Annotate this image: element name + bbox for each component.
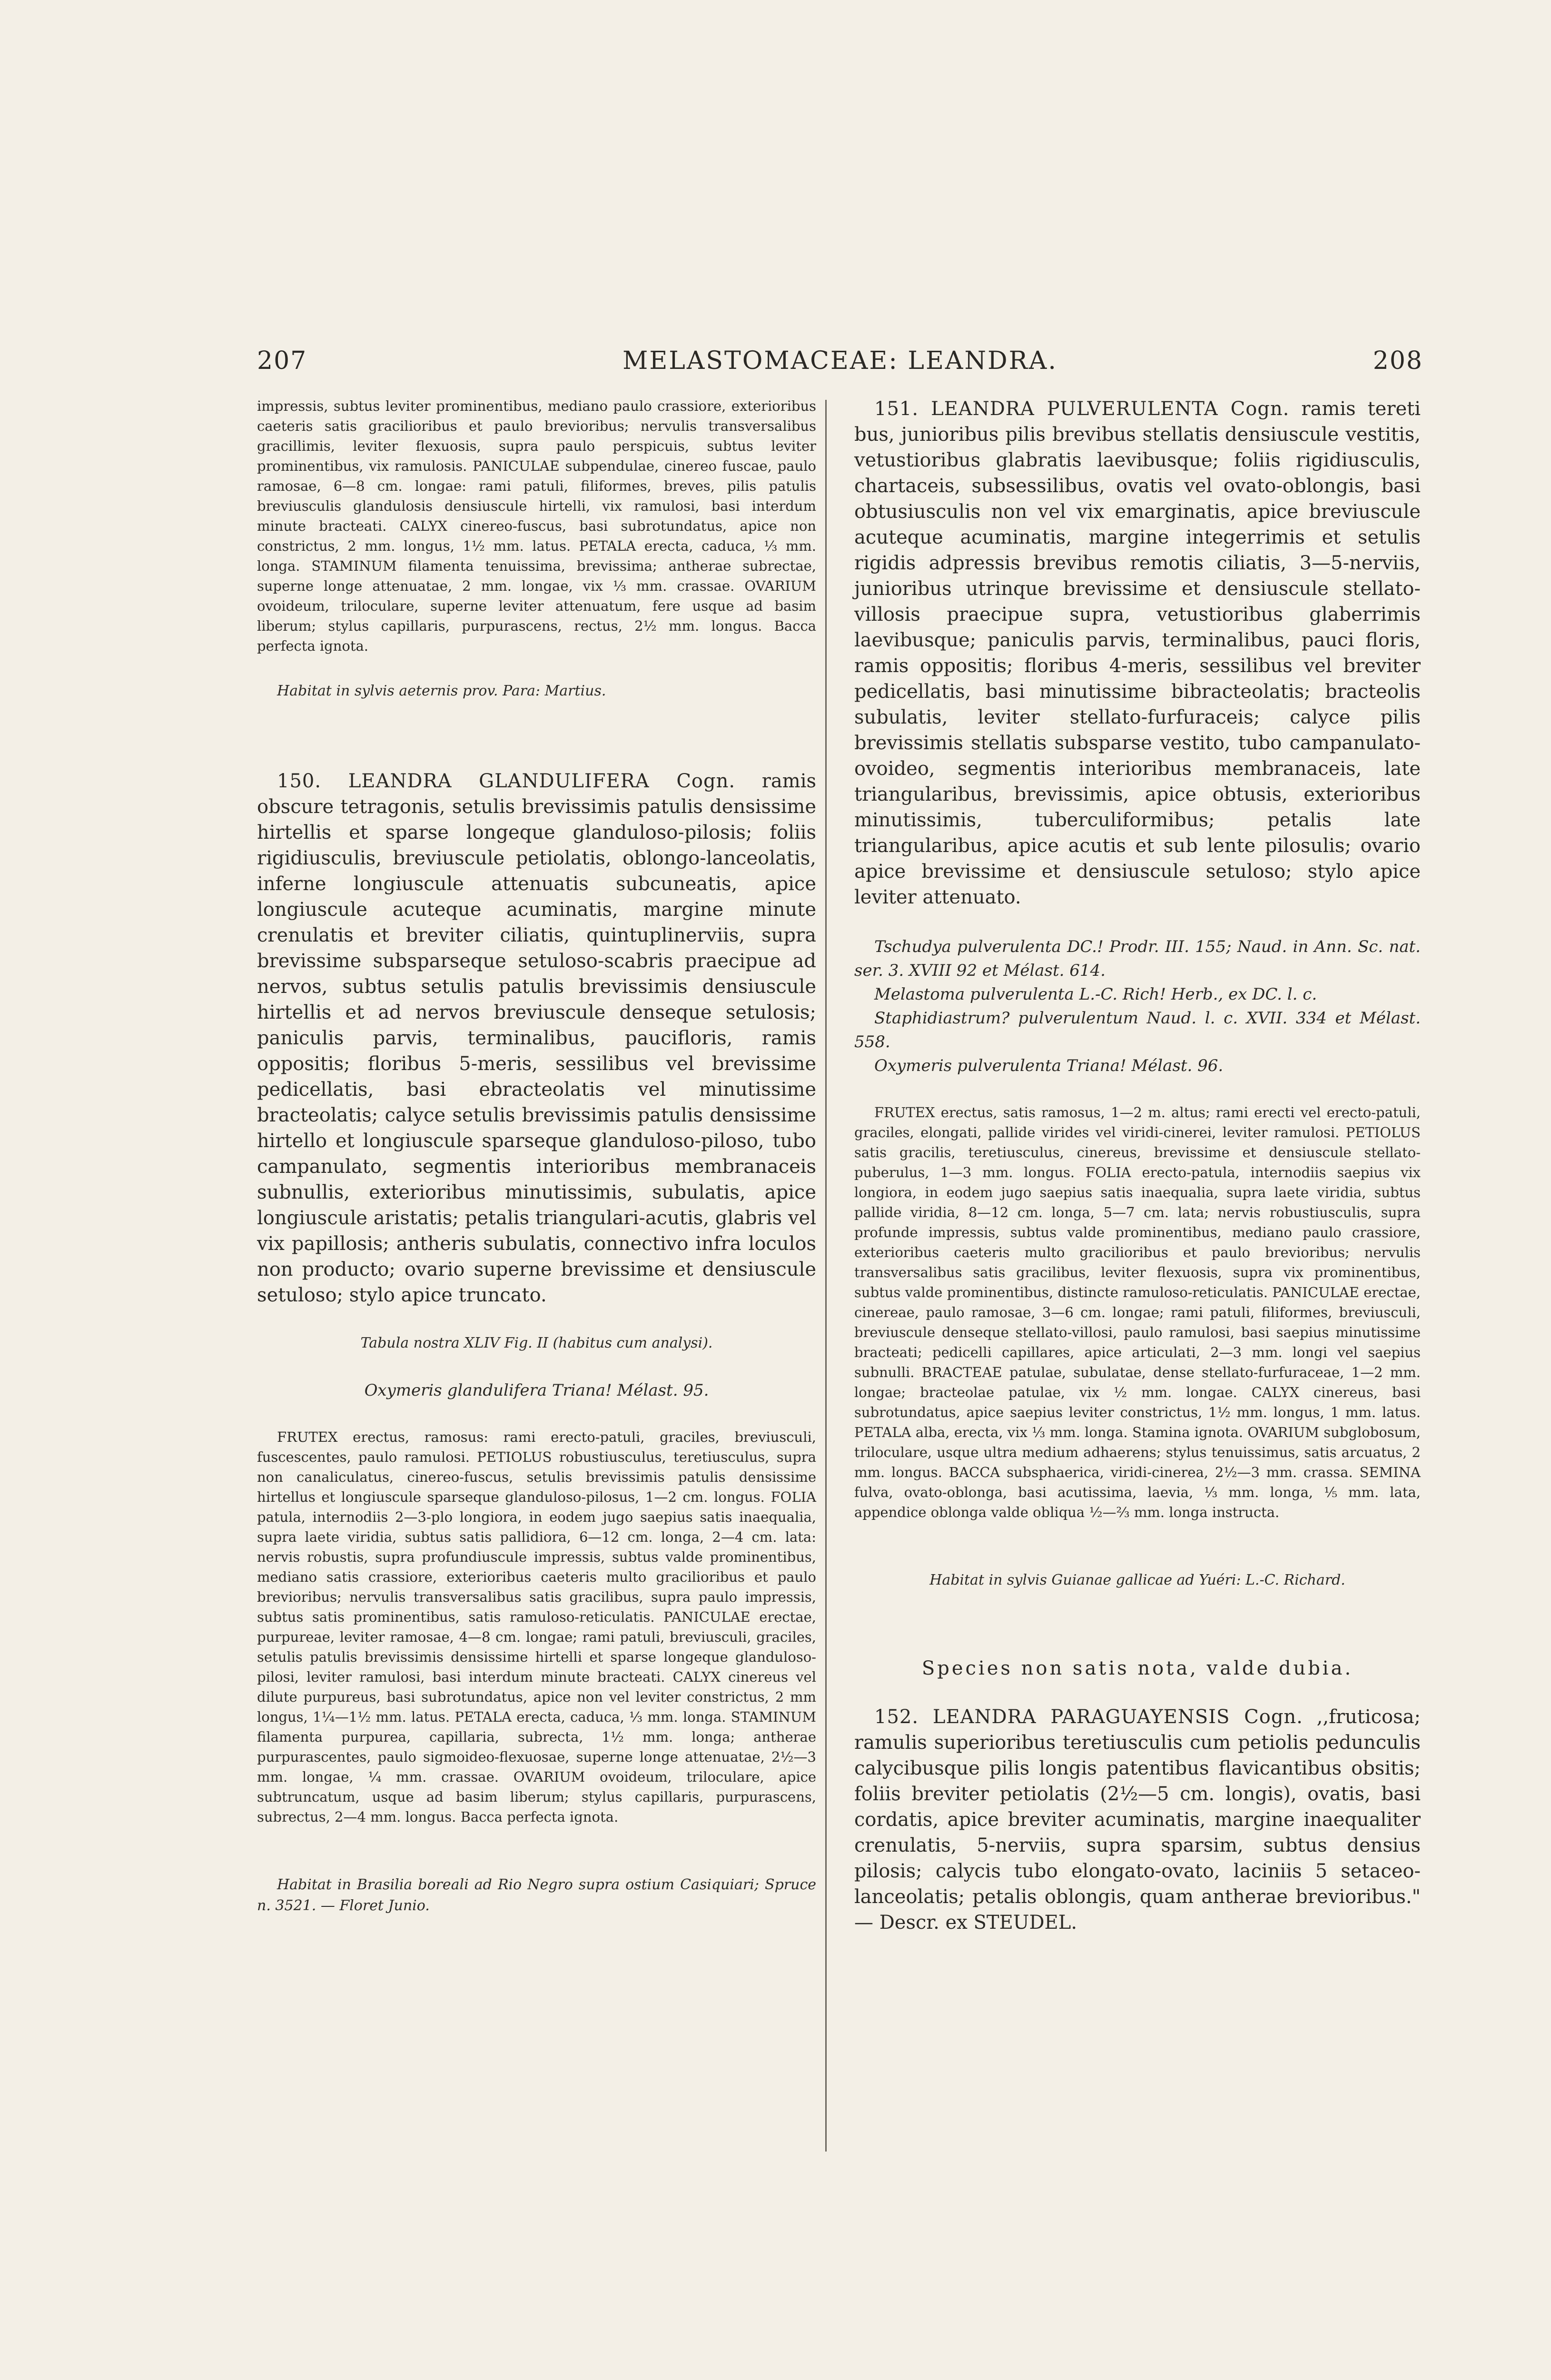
right-column xyxy=(854,396,1421,1935)
species-151-description: FRUTEX erectus, satis ramosus, 1—2 m. altus; rami erecti vel erecto-patuli, graciles, elongati, pallide virides vel viridi-cinerei, leviter ramulosi. PETIOLUS satis gracilis, teretiusculus, cinereus, brevissime et densiuscule stellato-puberulus, 1—3 mm. longus. FOLIA erecto-patula, internodiis saepius vix longiora, in eodem jugo saepius satis inaequalia, supra laete viridia, subtus pallide viridia, 8—12 cm. longa, 5—7 cm. lata; nervis robustiusculis, supra profunde impressis, subtus valde prominentibus, mediano paulo crassiore, exterioribus caeteris multo gracilioribus et paulo brevioribus; nervulis transversalibus satis gracilibus, leviter flexuosis, supra vix prominentibus, subtus valde prominentibus, distincte ramuloso-reticulatis. PANICULAE erectae, cinereae, paulo ramosae, 3—6 cm. longae; rami patuli, filiformes, breviusculi, breviuscule denseque stellato-villosi, paulo ramulosi, basi saepius minutissime bracteati; pedicelli capillares, apice articulati, 2—3 mm. longi vel saepius subnulli. BRACTEAE patulae, subulatae, dense stellato-furfuraceae, 1—2 mm. longae; bracteolae patulae, vix ½ mm. longae. CALYX cinereus, basi subrotundatus, apice saepius leviter constrictus, 1½ mm. longus, 1 mm. latus. PETALA alba, erecta, vix ⅓ mm. longa. Stamina ignota. OVARIUM subglobosum, triloculare, usque ultra medium adhaerens; stylus tenuissimus, satis arcuatus, 2 mm. longus. BACCA subsphaerica, viridi-cinerea, 2½—3 mm. crassa. SEMINA fulva, ovato-oblonga, basi acutissima, laevia, ⅓ mm. longa, ⅕ mm. lata, appendice oblonga valde obliqua ½—⅔ mm. longa instructa. xyxy=(854,1104,1421,1520)
column-divider xyxy=(825,400,827,2152)
species-150-diagnosis xyxy=(257,768,816,1308)
species-150-plate-reference: Tabula nostra XLIV Fig. II (habitus cum analysi). xyxy=(360,1335,713,1351)
species-151-diagnosis xyxy=(854,396,1421,910)
page-number-right: 208 xyxy=(1373,347,1423,375)
species-149-habitat: Habitat in sylvis aeternis prov. Para: Martius. xyxy=(277,683,606,699)
species-150-title: 150. LEANDRA GLANDULIFERA Cogn. xyxy=(277,770,736,792)
species-152-diagnosis xyxy=(854,1704,1421,1935)
species-151-habitat: Habitat in sylvis Guianae gallicae ad Yuéri: L.-C. Richard. xyxy=(929,1572,1345,1588)
species-152-title: 152. LEANDRA PARAGUAYENSIS Cogn. xyxy=(874,1706,1303,1728)
species-151-latin-diagnosis: ramis tereti bus, junioribus pilis brevibus stellatis densiuscule vestitis, vetustioribus glabratis laevibusque; foliis rigidiusculis, chartaceis, subsessilibus, ovatis vel ovato-oblongis, basi obtusiusculis non vel vix emarginatis, apice breviuscule acuteque acuminatis, margine integerrimis et setulis rigidis adpressis brevibus remotis ciliatis, 3—5-nerviis, junioribus utrinque brevissime et densiuscule stellato-villosis praecipue supra, vetustioribus glaberrimis laevibusque; paniculis parvis, terminalibus, pauci floris, ramis oppositis; floribus 4-meris, sessilibus vel breviter pedicellatis, basi minutissime bibracteolatis; bracteolis subulatis, leviter stellato-furfuraceis; calyce pilis brevissimis stellatis subsparse vestito, tubo campanulato-ovoideo, segmentis interioribus membranaceis, late triangularibus, brevissimis, apice obtusis, exterioribus minutissimis, tuberculiformibus; petalis late triangularibus, apice acutis et sub lente pilosulis; ovario apice brevissime et densiuscule setuloso; stylo apice leviter attenuato. xyxy=(854,398,1421,908)
running-header xyxy=(257,347,1423,380)
section-heading-dubious-species: Species non satis nota, valde dubia. xyxy=(921,1657,1353,1679)
species-151-synonym-3: Staphidiastrum? pulverulentum Naud. l. c. XVII. 334 et Mélast. 558. xyxy=(854,1009,1421,1051)
page-number-left: 207 xyxy=(257,347,307,375)
species-150-synonym: Oxymeris glandulifera Triana! Mélast. 95. xyxy=(364,1381,709,1400)
species-152-latin-diagnosis: ,,fruticosa; ramulis superioribus teretiusculis cum petiolis pedunculis calycibusque pilis longis patentibus flavicantibus obsitis; foliis breviter petiolatis (2½—5 cm. longis), ovatis, basi cordatis, apice breviter acuminatis, margine inaequaliter crenulatis, 5-nerviis, supra sparsim, subtus densius pilosis; calycis tubo elongato-ovato, laciniis 5 setaceo-lanceolatis; petalis oblongis, quam antherae brevioribus." — Descr. ex STEUDEL. xyxy=(854,1706,1421,1934)
left-column xyxy=(257,396,816,1916)
running-title: MELASTOMACEAE: LEANDRA. xyxy=(622,347,1057,375)
species-150-latin-diagnosis: ramis obscure tetragonis, setulis brevissimis patulis densissime hirtellis et sparse longeque glanduloso-pilosis; foliis rigidiusculis, breviuscule petiolatis, oblongo-lanceolatis, inferne longiuscule attenuatis subcuneatis, apice longiuscule acuteque acuminatis, margine minute crenulatis et breviter ciliatis, quintuplinerviis, supra brevissime subsparseque setuloso-scabris praecipue ad nervos, subtus setulis patulis brevissimis densiuscule hirtellis et ad nervos breviuscule denseque setulosis; paniculis parvis, terminalibus, paucifloris, ramis oppositis; floribus 5-meris, sessilibus vel brevissime pedicellatis, basi ebracteolatis vel minutissime bracteolatis; calyce setulis brevissimis patulis densissime hirtello et longiuscule sparseque glanduloso-piloso, tubo campanulato, segmentis interioribus membranaceis subnullis, exterioribus minutissimis, subulatis, apice longiuscule aristatis; petalis triangulari-acutis, glabris vel vix papillosis; antheris subulatis, connectivo infra loculos non producto; ovario superne brevissime et densiuscule setuloso; stylo apice truncato. xyxy=(257,770,817,1306)
species-149-description-continued: impressis, subtus leviter prominentibus, mediano paulo crassiore, exterioribus caeteris satis gracilioribus et paulo brevioribus; nervulis transversalibus gracillimis, leviter flexuosis, supra paulo perspicuis, subtus leviter prominentibus, vix ramulosis. PANICULAE subpendulae, cinereo fuscae, paulo ramosae, 6—8 cm. longae: rami patuli, filiformes, breves, pilis patulis breviusculis glandulosis densiuscule hirtelli, vix ramulosi, basi interdum minute bracteati. CALYX cinereo-fuscus, basi subrotundatus, apice non constrictus, 2 mm. longus, 1½ mm. latus. PETALA erecta, caduca, ⅓ mm. longa. STAMINUM filamenta tenuissima, brevissima; antherae subrectae, superne longe attenuatae, 2 mm. longae, vix ⅓ mm. crassae. OVARIUM ovoideum, triloculare, superne leviter attenuatum, fere usque ad basim liberum; stylus capillaris, purpurascens, rectus, 2½ mm. longus. Bacca perfecta ignota. xyxy=(257,398,816,654)
species-151-synonym-2: Melastoma pulverulenta L.-C. Rich! Herb., ex DC. l. c. xyxy=(874,985,1317,1004)
species-150-habitat: Habitat in Brasilia boreali ad Rio Negro supra ostium Casiquiari; Spruce n. 3521. — Floret Junio. xyxy=(257,1876,816,1914)
species-151-synonym-4: Oxymeris pulverulenta Triana! Mélast. 96. xyxy=(874,1056,1224,1075)
species-150-description: FRUTEX erectus, ramosus: rami erecto-patuli, graciles, breviusculi, fuscescentes, paulo ramulosi. PETIOLUS robustiusculus, teretiusculus, supra non canaliculatus, cinereo-fuscus, setulis brevissimis patulis densissime hirtellus et longiuscule sparseque glanduloso-pilosus, 1—2 cm. longus. FOLIA patula, internodiis 2—3-plo longiora, in eodem jugo saepius satis inaequalia, supra laete viridia, subtus satis pallidiora, 6—12 cm. longa, 2—4 cm. lata: nervis robustis, supra profundiuscule impressis, subtus valde prominentibus, mediano satis crassiore, exterioribus caeteris multo gracilioribus et paulo brevioribus; nervulis transversalibus satis gracilibus, supra paulo impressis, subtus satis prominentibus, satis ramuloso-reticulatis. PANICULAE erectae, purpureae, leviter ramosae, 4—8 cm. longae; rami patuli, breviusculi, graciles, setulis patulis brevissimis densissime hirtelli et sparse longeque glanduloso-pilosi, leviter ramulosi, basi interdum minute bracteati. CALYX cinereus vel dilute purpureus, basi subrotundatus, apice non vel leviter constrictus, 2 mm longus, 1¼—1½ mm. latus. PETALA erecta, caduca, ⅓ mm. longa. STAMINUM filamenta purpurea, capillaria, subrecta, 1½ mm. longa; antherae purpurascentes, paulo sigmoideo-flexuosae, superne longe attenuatae, 2½—3 mm. longae, ¼ mm. crassae. OVARIUM ovoideum, triloculare, apice subtruncatum, usque ad basim liberum; stylus capillaris, purpurascens, subrectus, 2—4 mm. longus. Bacca perfecta ignota. xyxy=(257,1429,816,1825)
species-151-synonym-1: Tschudya pulverulenta DC.! Prodr. III. 155; Naud. in Ann. Sc. nat. ser. 3. XVIII 92 et Mélast. 614. xyxy=(854,937,1421,980)
species-151-title: 151. LEANDRA PULVERULENTA Cogn. xyxy=(874,398,1290,420)
